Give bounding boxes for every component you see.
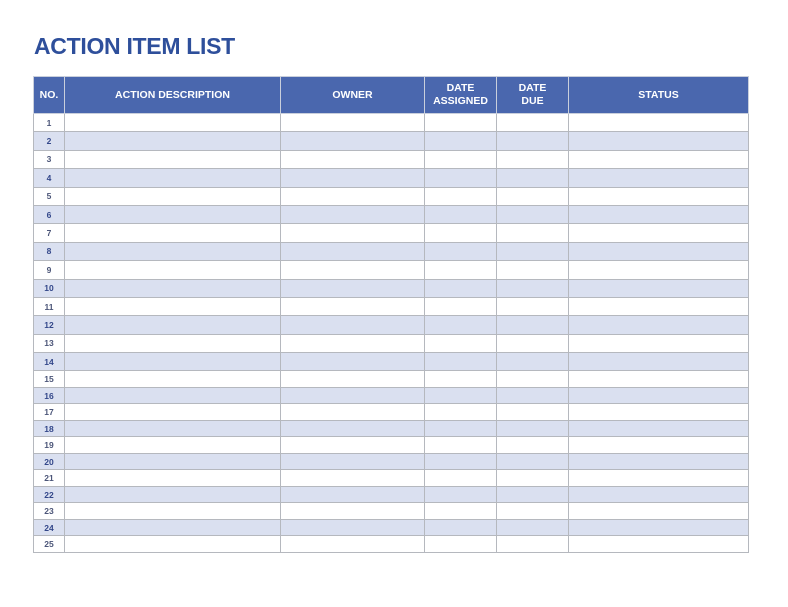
row-number: 3 — [34, 150, 65, 168]
table-row — [34, 353, 749, 371]
row-number: 20 — [34, 453, 65, 470]
date-due-cell[interactable] — [497, 242, 569, 260]
description-cell[interactable] — [65, 536, 281, 553]
date-due-cell[interactable] — [497, 114, 569, 132]
owner-cell[interactable] — [281, 353, 425, 371]
description-cell[interactable] — [65, 279, 281, 297]
date-assigned-cell[interactable] — [425, 187, 497, 205]
owner-cell[interactable] — [281, 150, 425, 168]
owner-cell[interactable] — [281, 132, 425, 150]
description-cell[interactable] — [65, 420, 281, 437]
description-cell[interactable] — [65, 132, 281, 150]
status-cell[interactable] — [569, 519, 749, 536]
table-row — [34, 279, 749, 297]
description-cell[interactable] — [65, 334, 281, 352]
date-due-cell[interactable] — [497, 387, 569, 404]
status-cell[interactable] — [569, 470, 749, 487]
description-cell[interactable] — [65, 150, 281, 168]
owner-cell[interactable] — [281, 420, 425, 437]
status-cell[interactable] — [569, 334, 749, 352]
row-number: 7 — [34, 224, 65, 242]
row-number: 17 — [34, 404, 65, 421]
status-cell[interactable] — [569, 353, 749, 371]
description-cell[interactable] — [65, 261, 281, 279]
owner-cell[interactable] — [281, 536, 425, 553]
description-cell[interactable] — [65, 387, 281, 404]
table-row — [34, 261, 749, 279]
description-cell[interactable] — [65, 519, 281, 536]
row-number: 13 — [34, 334, 65, 352]
date-assigned-cell[interactable] — [425, 486, 497, 503]
header-row — [34, 77, 749, 114]
date-due-cell[interactable] — [497, 353, 569, 371]
table-row — [34, 486, 749, 503]
date-due-cell[interactable] — [497, 470, 569, 487]
description-cell[interactable] — [65, 503, 281, 520]
description-cell[interactable] — [65, 404, 281, 421]
description-cell[interactable] — [65, 224, 281, 242]
status-cell[interactable] — [569, 114, 749, 132]
col-date-due: DATE DUE — [497, 77, 569, 114]
date-due-cell[interactable] — [497, 404, 569, 421]
owner-cell[interactable] — [281, 453, 425, 470]
status-cell[interactable] — [569, 453, 749, 470]
owner-cell[interactable] — [281, 316, 425, 334]
date-due-cell[interactable] — [497, 453, 569, 470]
date-assigned-cell[interactable] — [425, 334, 497, 352]
status-cell[interactable] — [569, 536, 749, 553]
status-cell[interactable] — [569, 242, 749, 260]
date-due-cell[interactable] — [497, 169, 569, 187]
description-cell[interactable] — [65, 297, 281, 315]
table-row — [34, 503, 749, 520]
row-number: 9 — [34, 261, 65, 279]
status-cell[interactable] — [569, 316, 749, 334]
description-cell[interactable] — [65, 169, 281, 187]
date-assigned-cell[interactable] — [425, 261, 497, 279]
table-row — [34, 169, 749, 187]
owner-cell[interactable] — [281, 334, 425, 352]
owner-cell[interactable] — [281, 187, 425, 205]
date-assigned-cell[interactable] — [425, 279, 497, 297]
date-assigned-cell[interactable] — [425, 132, 497, 150]
table-row — [34, 334, 749, 352]
table-row — [34, 519, 749, 536]
date-due-cell[interactable] — [497, 519, 569, 536]
description-cell[interactable] — [65, 114, 281, 132]
table-row — [34, 371, 749, 388]
status-cell[interactable] — [569, 279, 749, 297]
row-number: 24 — [34, 519, 65, 536]
owner-cell[interactable] — [281, 297, 425, 315]
table-row — [34, 470, 749, 487]
date-assigned-cell[interactable] — [425, 205, 497, 223]
status-cell[interactable] — [569, 371, 749, 388]
row-number: 5 — [34, 187, 65, 205]
date-assigned-cell[interactable] — [425, 316, 497, 334]
date-assigned-cell[interactable] — [425, 420, 497, 437]
row-number: 11 — [34, 297, 65, 315]
action-item-table — [33, 76, 749, 553]
col-status: STATUS — [569, 77, 749, 114]
col-no: NO. — [34, 77, 65, 114]
row-number: 19 — [34, 437, 65, 454]
date-assigned-cell[interactable] — [425, 297, 497, 315]
status-cell[interactable] — [569, 205, 749, 223]
description-cell[interactable] — [65, 453, 281, 470]
table-row — [34, 387, 749, 404]
table-row — [34, 437, 749, 454]
owner-cell[interactable] — [281, 371, 425, 388]
table-row — [34, 205, 749, 223]
description-cell[interactable] — [65, 316, 281, 334]
row-number: 25 — [34, 536, 65, 553]
status-cell[interactable] — [569, 261, 749, 279]
col-date-assigned: DATE ASSIGNED — [425, 77, 497, 114]
row-number: 10 — [34, 279, 65, 297]
owner-cell[interactable] — [281, 169, 425, 187]
table-row — [34, 150, 749, 168]
owner-cell[interactable] — [281, 205, 425, 223]
date-due-cell[interactable] — [497, 437, 569, 454]
owner-cell[interactable] — [281, 503, 425, 520]
date-due-cell[interactable] — [497, 279, 569, 297]
owner-cell[interactable] — [281, 470, 425, 487]
table-row — [34, 114, 749, 132]
status-cell[interactable] — [569, 404, 749, 421]
status-cell[interactable] — [569, 187, 749, 205]
status-cell[interactable] — [569, 169, 749, 187]
description-cell[interactable] — [65, 371, 281, 388]
row-number: 8 — [34, 242, 65, 260]
date-due-cell[interactable] — [497, 224, 569, 242]
date-assigned-cell[interactable] — [425, 404, 497, 421]
owner-cell[interactable] — [281, 279, 425, 297]
row-number: 1 — [34, 114, 65, 132]
table-row — [34, 242, 749, 260]
date-due-cell[interactable] — [497, 316, 569, 334]
table-row — [34, 316, 749, 334]
date-due-cell[interactable] — [497, 297, 569, 315]
description-cell[interactable] — [65, 187, 281, 205]
date-assigned-cell[interactable] — [425, 150, 497, 168]
date-due-cell[interactable] — [497, 420, 569, 437]
table-row — [34, 224, 749, 242]
date-assigned-cell[interactable] — [425, 453, 497, 470]
date-due-cell[interactable] — [497, 132, 569, 150]
owner-cell[interactable] — [281, 387, 425, 404]
status-cell[interactable] — [569, 224, 749, 242]
date-assigned-cell[interactable] — [425, 519, 497, 536]
date-assigned-cell[interactable] — [425, 169, 497, 187]
row-number: 15 — [34, 371, 65, 388]
date-assigned-cell[interactable] — [425, 353, 497, 371]
date-assigned-cell[interactable] — [425, 536, 497, 553]
date-due-cell[interactable] — [497, 150, 569, 168]
date-assigned-cell[interactable] — [425, 503, 497, 520]
row-number: 22 — [34, 486, 65, 503]
status-cell[interactable] — [569, 150, 749, 168]
row-number: 14 — [34, 353, 65, 371]
table-row — [34, 453, 749, 470]
table-row — [34, 420, 749, 437]
row-number: 2 — [34, 132, 65, 150]
owner-cell[interactable] — [281, 242, 425, 260]
row-number: 6 — [34, 205, 65, 223]
owner-cell[interactable] — [281, 519, 425, 536]
status-cell[interactable] — [569, 132, 749, 150]
table-row — [34, 404, 749, 421]
owner-cell[interactable] — [281, 404, 425, 421]
owner-cell[interactable] — [281, 261, 425, 279]
col-description: ACTION DESCRIPTION — [65, 77, 281, 114]
date-due-cell[interactable] — [497, 486, 569, 503]
status-cell[interactable] — [569, 297, 749, 315]
date-assigned-cell[interactable] — [425, 371, 497, 388]
owner-cell[interactable] — [281, 486, 425, 503]
status-cell[interactable] — [569, 420, 749, 437]
description-cell[interactable] — [65, 470, 281, 487]
status-cell[interactable] — [569, 503, 749, 520]
date-assigned-cell[interactable] — [425, 437, 497, 454]
description-cell[interactable] — [65, 437, 281, 454]
date-due-cell[interactable] — [497, 371, 569, 388]
status-cell[interactable] — [569, 486, 749, 503]
date-due-cell[interactable] — [497, 187, 569, 205]
status-cell[interactable] — [569, 437, 749, 454]
row-number: 21 — [34, 470, 65, 487]
owner-cell[interactable] — [281, 224, 425, 242]
date-due-cell[interactable] — [497, 334, 569, 352]
date-assigned-cell[interactable] — [425, 470, 497, 487]
description-cell[interactable] — [65, 205, 281, 223]
date-assigned-cell[interactable] — [425, 242, 497, 260]
owner-cell[interactable] — [281, 437, 425, 454]
description-cell[interactable] — [65, 486, 281, 503]
date-due-cell[interactable] — [497, 205, 569, 223]
row-number: 18 — [34, 420, 65, 437]
col-owner: OWNER — [281, 77, 425, 114]
date-due-cell[interactable] — [497, 536, 569, 553]
date-assigned-cell[interactable] — [425, 387, 497, 404]
description-cell[interactable] — [65, 353, 281, 371]
date-due-cell[interactable] — [497, 503, 569, 520]
row-number: 16 — [34, 387, 65, 404]
row-number: 23 — [34, 503, 65, 520]
table-row — [34, 297, 749, 315]
row-number: 12 — [34, 316, 65, 334]
table-row — [34, 132, 749, 150]
table-row — [34, 536, 749, 553]
page-title: ACTION ITEM LIST — [34, 33, 235, 59]
date-assigned-cell[interactable] — [425, 224, 497, 242]
table-row — [34, 187, 749, 205]
description-cell[interactable] — [65, 242, 281, 260]
date-assigned-cell[interactable] — [425, 114, 497, 132]
status-cell[interactable] — [569, 387, 749, 404]
owner-cell[interactable] — [281, 114, 425, 132]
date-due-cell[interactable] — [497, 261, 569, 279]
row-number: 4 — [34, 169, 65, 187]
